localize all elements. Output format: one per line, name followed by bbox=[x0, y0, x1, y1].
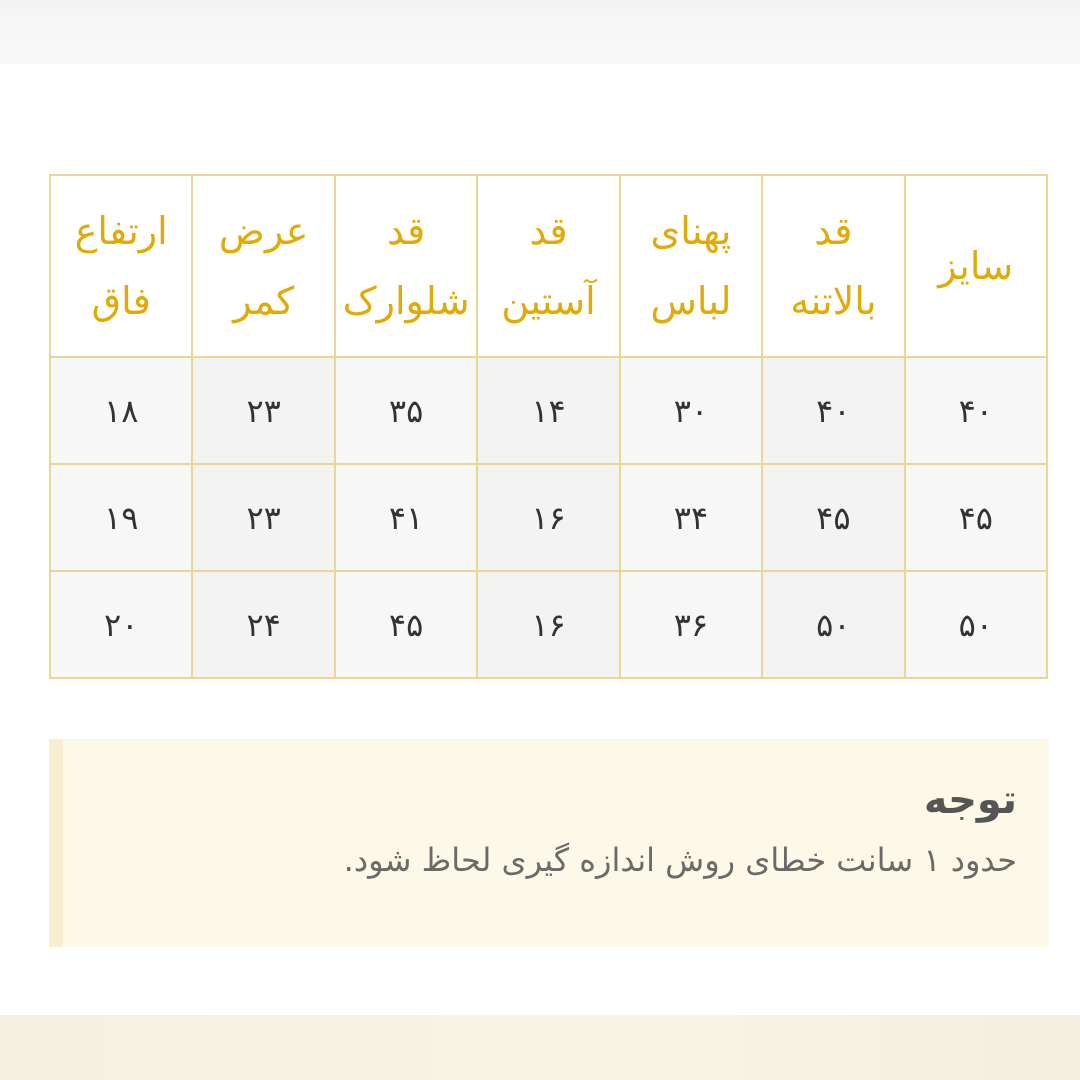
note-box bbox=[49, 739, 1049, 947]
header-garment-width: پهنای لباس bbox=[620, 175, 762, 357]
table-row bbox=[50, 357, 1047, 464]
table-cell: ۳۵ bbox=[335, 357, 477, 464]
header-size: سایز bbox=[905, 175, 1047, 357]
table-cell: ۲۴ bbox=[192, 571, 334, 678]
table-header-row bbox=[50, 175, 1047, 357]
table-cell: ۳۶ bbox=[620, 571, 762, 678]
size-chart-table bbox=[49, 174, 1048, 679]
table-row bbox=[50, 464, 1047, 571]
table-cell: ۵۰ bbox=[762, 571, 904, 678]
note-text: حدود ۱ سانت خطای روش اندازه گیری لحاظ شود. bbox=[343, 841, 1017, 879]
table-cell: ۳۰ bbox=[620, 357, 762, 464]
table-cell: ۲۳ bbox=[192, 464, 334, 571]
note-title: توجه bbox=[923, 777, 1017, 823]
table-cell: ۱۶ bbox=[477, 571, 619, 678]
table-cell: ۴۵ bbox=[335, 571, 477, 678]
header-top-length: قد بالاتنه bbox=[762, 175, 904, 357]
table-cell: ۱۴ bbox=[477, 357, 619, 464]
table-cell: ۱۹ bbox=[50, 464, 192, 571]
header-shorts-length: قد شلوارک bbox=[335, 175, 477, 357]
table-cell: ۴۰ bbox=[905, 357, 1047, 464]
table-cell: ۴۵ bbox=[905, 464, 1047, 571]
table-cell: ۴۱ bbox=[335, 464, 477, 571]
header-waist-width: عرض کمر bbox=[192, 175, 334, 357]
table-cell: ۴۵ bbox=[762, 464, 904, 571]
table-cell: ۲۰ bbox=[50, 571, 192, 678]
header-rise-height: ارتفاع فاق bbox=[50, 175, 192, 357]
table-cell: ۲۳ bbox=[192, 357, 334, 464]
bottom-band bbox=[0, 1015, 1080, 1080]
top-band bbox=[0, 0, 1080, 64]
table-cell: ۵۰ bbox=[905, 571, 1047, 678]
table-cell: ۱۶ bbox=[477, 464, 619, 571]
table-row bbox=[50, 571, 1047, 678]
table-cell: ۳۴ bbox=[620, 464, 762, 571]
table-cell: ۱۸ bbox=[50, 357, 192, 464]
header-sleeve-length: قد آستین bbox=[477, 175, 619, 357]
table-cell: ۴۰ bbox=[762, 357, 904, 464]
